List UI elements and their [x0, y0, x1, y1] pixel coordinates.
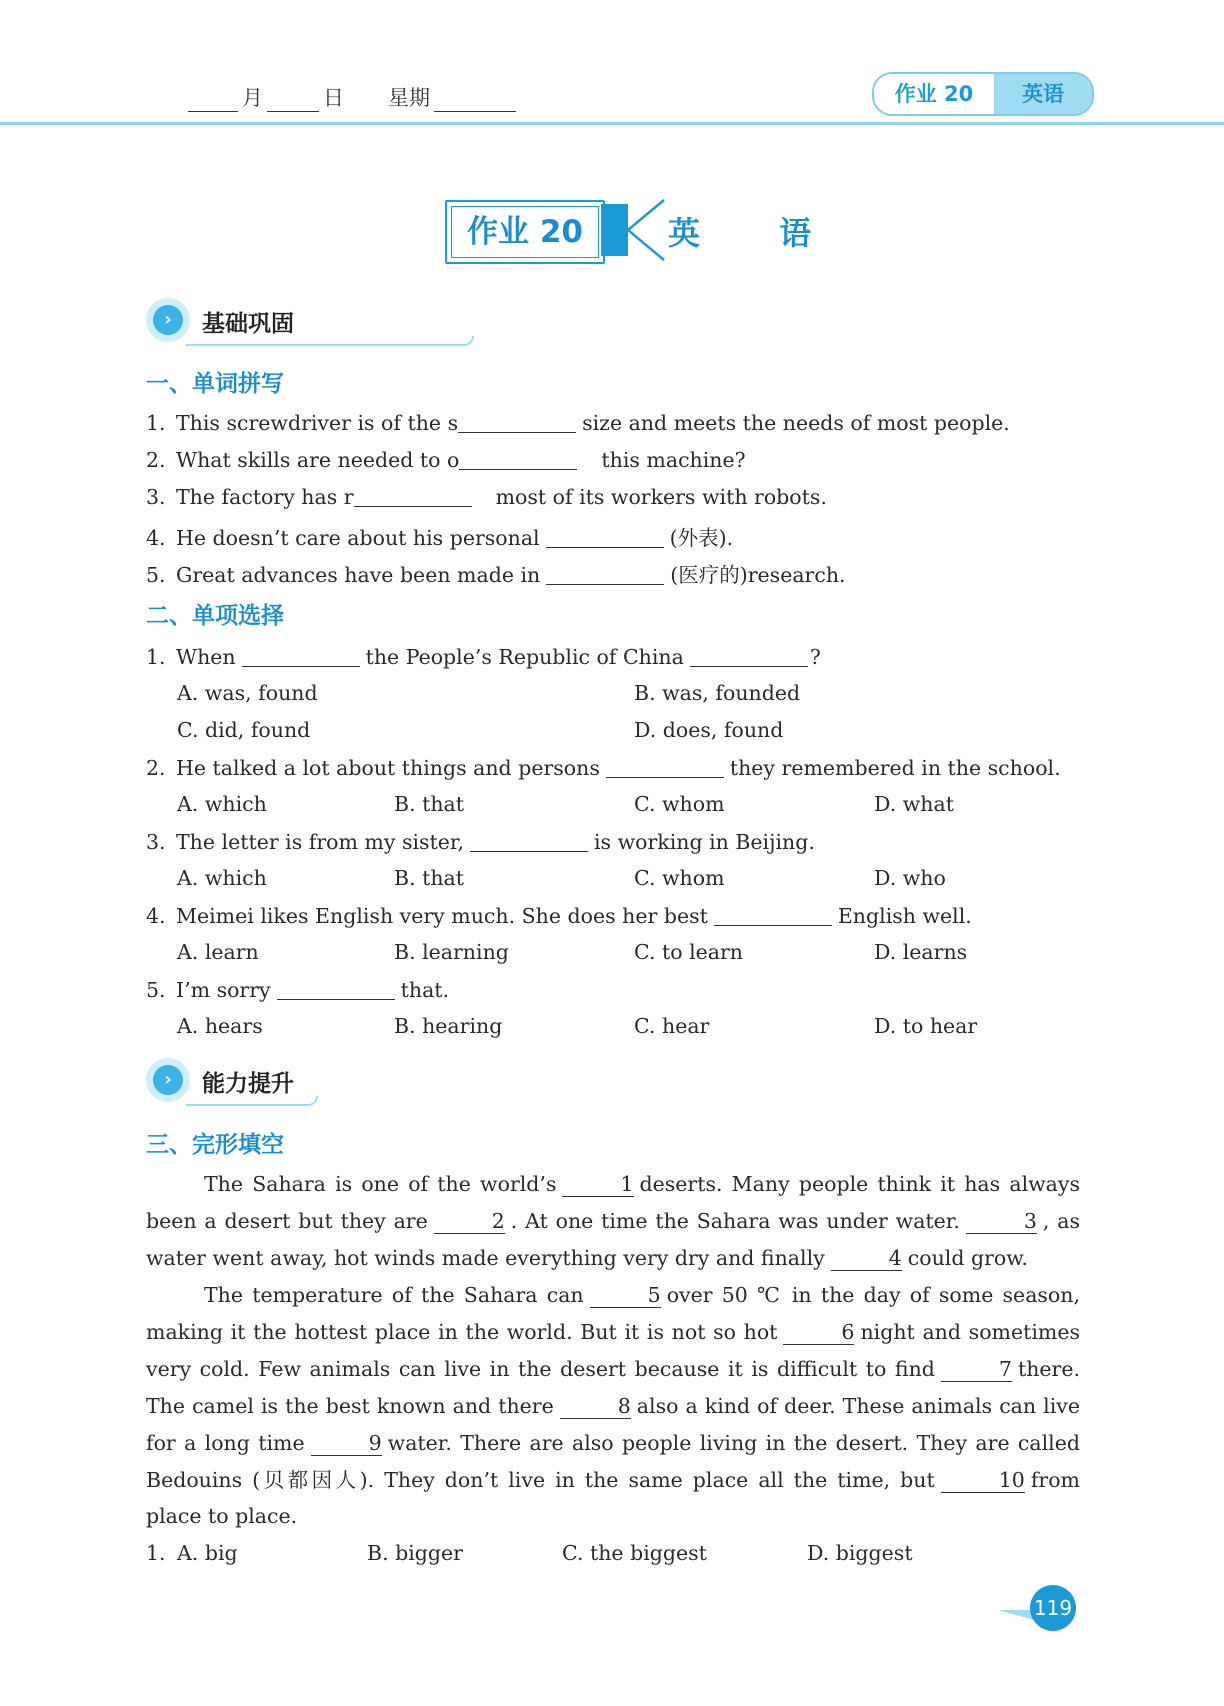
cloze-blank[interactable]: 2 — [434, 1209, 505, 1234]
answer-blank[interactable] — [690, 644, 808, 667]
month-blank[interactable] — [188, 89, 238, 112]
option[interactable]: B. that — [394, 792, 464, 816]
part2-heading: 二、单项选择 — [146, 603, 284, 629]
question: 5. I’m sorry that. — [146, 978, 450, 1002]
option[interactable]: A. big — [177, 1541, 238, 1565]
date-line — [188, 82, 516, 112]
header-tag — [872, 72, 1094, 116]
month-label: 月 — [242, 86, 263, 110]
option[interactable]: C. whom — [634, 792, 725, 816]
title-connector-icon — [624, 196, 670, 266]
answer-blank[interactable] — [277, 977, 395, 1000]
cloze-blank[interactable]: 3 — [966, 1209, 1037, 1234]
option[interactable]: D. to hear — [874, 1014, 978, 1038]
cloze-blank[interactable]: 7 — [941, 1357, 1012, 1382]
cloze-paragraph-2: The temperature of the Sahara can 5 over 50 ℃ in the day of some season, making it the hottest place in the world. But it is not so hot 6 night and sometimes very cold. Few animals can live in the desert because it is difficult to find 7 there. The camel is the best known and there 8 also a kind of deer. These animals can live for a long time 9 water. There are also people living in the desert. They are called Bedouins (贝都因人). They don’t live in the same place all the time, but 10 from place to place. — [146, 1283, 1080, 1529]
question: 1. When the People’s Republic of China ? — [146, 645, 821, 669]
question: 2. He talked a lot about things and persons they remembered in the school. — [146, 756, 1061, 780]
weekday-label: 星期 — [388, 86, 430, 110]
answer-blank[interactable] — [546, 525, 664, 548]
part1-heading: 一、单词拼写 — [146, 371, 284, 397]
cloze-question: 1. — [146, 1541, 166, 1565]
answer-blank[interactable] — [242, 644, 360, 667]
option[interactable]: D. biggest — [807, 1541, 913, 1565]
answer-blank[interactable] — [458, 410, 576, 433]
header-tag-subject: 英语 — [994, 74, 1092, 114]
section-basic-label: 基础巩固 — [202, 311, 294, 337]
option[interactable]: D. who — [874, 866, 946, 890]
assignment-title: 作业 20 — [445, 200, 605, 264]
cloze-blank[interactable]: 1 — [562, 1172, 633, 1197]
cloze-blank[interactable]: 4 — [831, 1246, 902, 1271]
cloze-blank[interactable]: 6 — [783, 1320, 854, 1345]
option[interactable]: B. bigger — [367, 1541, 463, 1565]
option[interactable]: C. hear — [634, 1014, 710, 1038]
subject-title: 英 语 — [668, 214, 846, 252]
option[interactable]: C. to learn — [634, 940, 743, 964]
question: 5. Great advances have been made in (医疗的)research. — [146, 563, 846, 587]
answer-blank[interactable] — [470, 829, 588, 852]
option[interactable]: C. did, found — [177, 718, 311, 742]
question: 3. The factory has r most of its workers with robots. — [146, 485, 827, 509]
option[interactable]: B. was, founded — [634, 681, 801, 705]
option[interactable]: B. hearing — [394, 1014, 503, 1038]
option[interactable]: A. learn — [177, 940, 259, 964]
option[interactable]: A. was, found — [177, 681, 318, 705]
option[interactable]: A. which — [177, 792, 267, 816]
chevron-right-icon: › — [153, 1065, 183, 1095]
option[interactable]: C. whom — [634, 866, 725, 890]
cloze-blank[interactable]: 9 — [311, 1431, 382, 1456]
option[interactable]: D. what — [874, 792, 954, 816]
answer-blank[interactable] — [606, 755, 724, 778]
day-label: 日 — [323, 86, 344, 110]
option[interactable]: D. does, found — [634, 718, 784, 742]
chevron-right-icon: › — [153, 305, 183, 335]
section-underline — [186, 336, 474, 346]
option[interactable]: A. hears — [177, 1014, 263, 1038]
section-advanced-label: 能力提升 — [202, 1071, 294, 1097]
question: 4. He doesn’t care about his personal (外表). — [146, 526, 734, 550]
header-tag-assignment: 作业 20 — [894, 82, 974, 106]
option[interactable]: C. the biggest — [562, 1541, 707, 1565]
question: 1. This screwdriver is of the s size and meets the needs of most people. — [146, 411, 1010, 435]
header-rule — [0, 122, 1224, 125]
option[interactable]: A. which — [177, 866, 267, 890]
option[interactable]: D. learns — [874, 940, 968, 964]
answer-blank[interactable] — [459, 447, 577, 470]
weekday-blank[interactable] — [434, 89, 516, 112]
option[interactable]: B. that — [394, 866, 464, 890]
page-number: 119 — [1030, 1585, 1076, 1631]
question: 2. What skills are needed to o this machine? — [146, 448, 746, 472]
cloze-blank[interactable]: 8 — [560, 1394, 631, 1419]
question: 3. The letter is from my sister, is working in Beijing. — [146, 830, 815, 854]
answer-blank[interactable] — [354, 484, 472, 507]
cloze-paragraph-1: The Sahara is one of the world’s 1 deserts. Many people think it has always been a desert but they are 2 . At one time the Sahara was under water. 3 , as water went away, hot winds made everything very dry and finally 4 could grow. — [146, 1172, 1081, 1270]
cloze-blank[interactable]: 5 — [590, 1283, 661, 1308]
part3-heading: 三、完形填空 — [146, 1132, 284, 1158]
question: 4. Meimei likes English very much. She does her best English well. — [146, 904, 972, 928]
answer-blank[interactable] — [546, 562, 664, 585]
cloze-blank[interactable]: 10 — [941, 1468, 1025, 1493]
option[interactable]: B. learning — [394, 940, 509, 964]
section-underline — [186, 1096, 318, 1106]
answer-blank[interactable] — [714, 903, 832, 926]
day-blank[interactable] — [267, 89, 319, 112]
